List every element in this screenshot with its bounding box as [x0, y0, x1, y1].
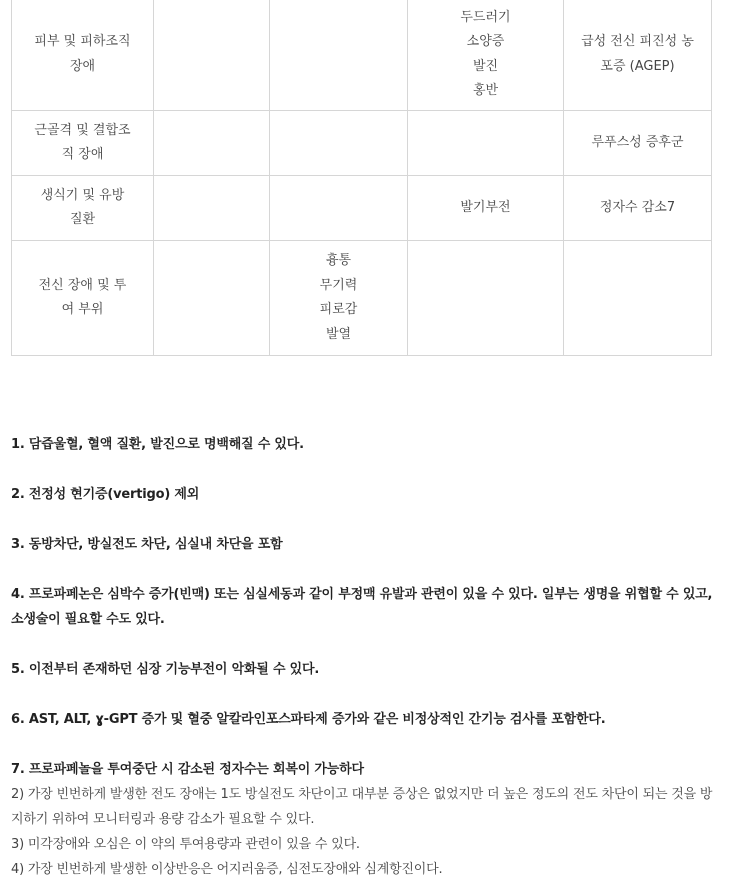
table-cell — [408, 111, 564, 176]
table-cell — [408, 241, 564, 356]
table-cell — [270, 111, 408, 176]
footnote-1: 1. 담즙울혈, 혈액 질환, 발진으로 명백해질 수 있다. — [11, 437, 304, 452]
table-row — [12, 176, 712, 241]
cell-line: 여 부위 — [61, 302, 104, 317]
table-cell — [154, 241, 270, 356]
table-cell — [564, 241, 712, 356]
table-cell — [270, 176, 408, 241]
adverse-reaction-table — [11, 0, 712, 356]
table-cell-category — [12, 0, 154, 111]
footnote-7: 7. 프로파페놀을 투여중단 시 감소된 정자수는 회복이 가능하다 — [11, 762, 364, 777]
cell-line: 전신 장애 및 투 — [38, 277, 127, 293]
cell-line: 정자수 감소7 — [599, 199, 676, 215]
cell-line: 루푸스성 증후군 — [591, 134, 684, 150]
table-row — [12, 0, 712, 111]
cell-line: 홍반 — [472, 83, 499, 98]
table-cell — [270, 0, 408, 111]
subnote-4: 4) 가장 빈번하게 발생한 이상반응은 어지러움증, 심전도장애와 심계항진이다. — [11, 862, 443, 877]
table-row — [12, 111, 712, 176]
table-cell — [154, 176, 270, 241]
cell-line: 피로감 — [319, 302, 358, 317]
table-cell-category — [12, 111, 154, 176]
table-cell — [270, 241, 408, 356]
cell-line: 질환 — [69, 212, 96, 227]
subnote-2: 2) 가장 빈번하게 발생한 전도 장애는 1도 방실전도 차단이고 대부분 증상은 없었지만 더 높은 정도의 전도 차단이 되는 것을 방지하기 위하여 모니터링과 용량 감소가 필요할 수 있다. — [11, 787, 713, 827]
cell-line: 발열 — [325, 326, 352, 342]
footnote-3: 3. 동방차단, 방실전도 차단, 심실내 차단을 포함 — [11, 537, 283, 552]
footnotes — [11, 432, 721, 882]
footnote-4: 4. 프로파페논은 심박수 증가(빈맥) 또는 심실세동과 같이 부정맥 유발과 관련이 있을 수 있다. 일부는 생명을 위협할 수 있고, 소생술이 필요할 수도 있다. — [11, 587, 713, 627]
cell-line: 소양증 — [466, 34, 505, 49]
adverse-reaction-table-container — [11, 0, 711, 356]
footnote-5: 5. 이전부터 존재하던 심장 기능부전이 악화될 수 있다. — [11, 662, 320, 677]
table-cell-category — [12, 176, 154, 241]
table-cell — [408, 176, 564, 241]
table-cell-category — [12, 241, 154, 356]
table-cell — [564, 176, 712, 241]
cell-line: 장애 — [69, 58, 96, 74]
table-cell — [154, 0, 270, 111]
subnote-3: 3) 미각장애와 오심은 이 약의 투여용량과 관련이 있을 수 있다. — [11, 837, 360, 852]
cell-line: 포증 (AGEP) — [600, 58, 675, 74]
cell-line: 발기부전 — [460, 199, 511, 215]
cell-line: 발진 — [472, 58, 499, 74]
cell-line: 급성 전신 피진성 농 — [581, 34, 694, 49]
cell-line: 직 장애 — [61, 147, 104, 162]
cell-line: 무기력 — [319, 277, 358, 293]
footnote-2: 2. 전정성 현기증(vertigo) 제외 — [11, 487, 200, 502]
table-row — [12, 241, 712, 356]
cell-line: 근골격 및 결합조 — [34, 122, 131, 138]
cell-line: 흉통 — [325, 253, 352, 268]
footnote-6: 6. AST, ALT, ɣ-GPT 증가 및 혈중 알칼라인포스파타제 증가와 같은 비정상적인 간기능 검사를 포함한다. — [11, 712, 606, 727]
table-cell — [564, 0, 712, 111]
cell-line: 생식기 및 유방 — [40, 187, 125, 203]
table-cell — [408, 0, 564, 111]
cell-line: 두드러기 — [460, 9, 511, 25]
cell-line: 피부 및 피하조직 — [34, 34, 131, 49]
table-cell — [154, 111, 270, 176]
table-cell — [564, 111, 712, 176]
